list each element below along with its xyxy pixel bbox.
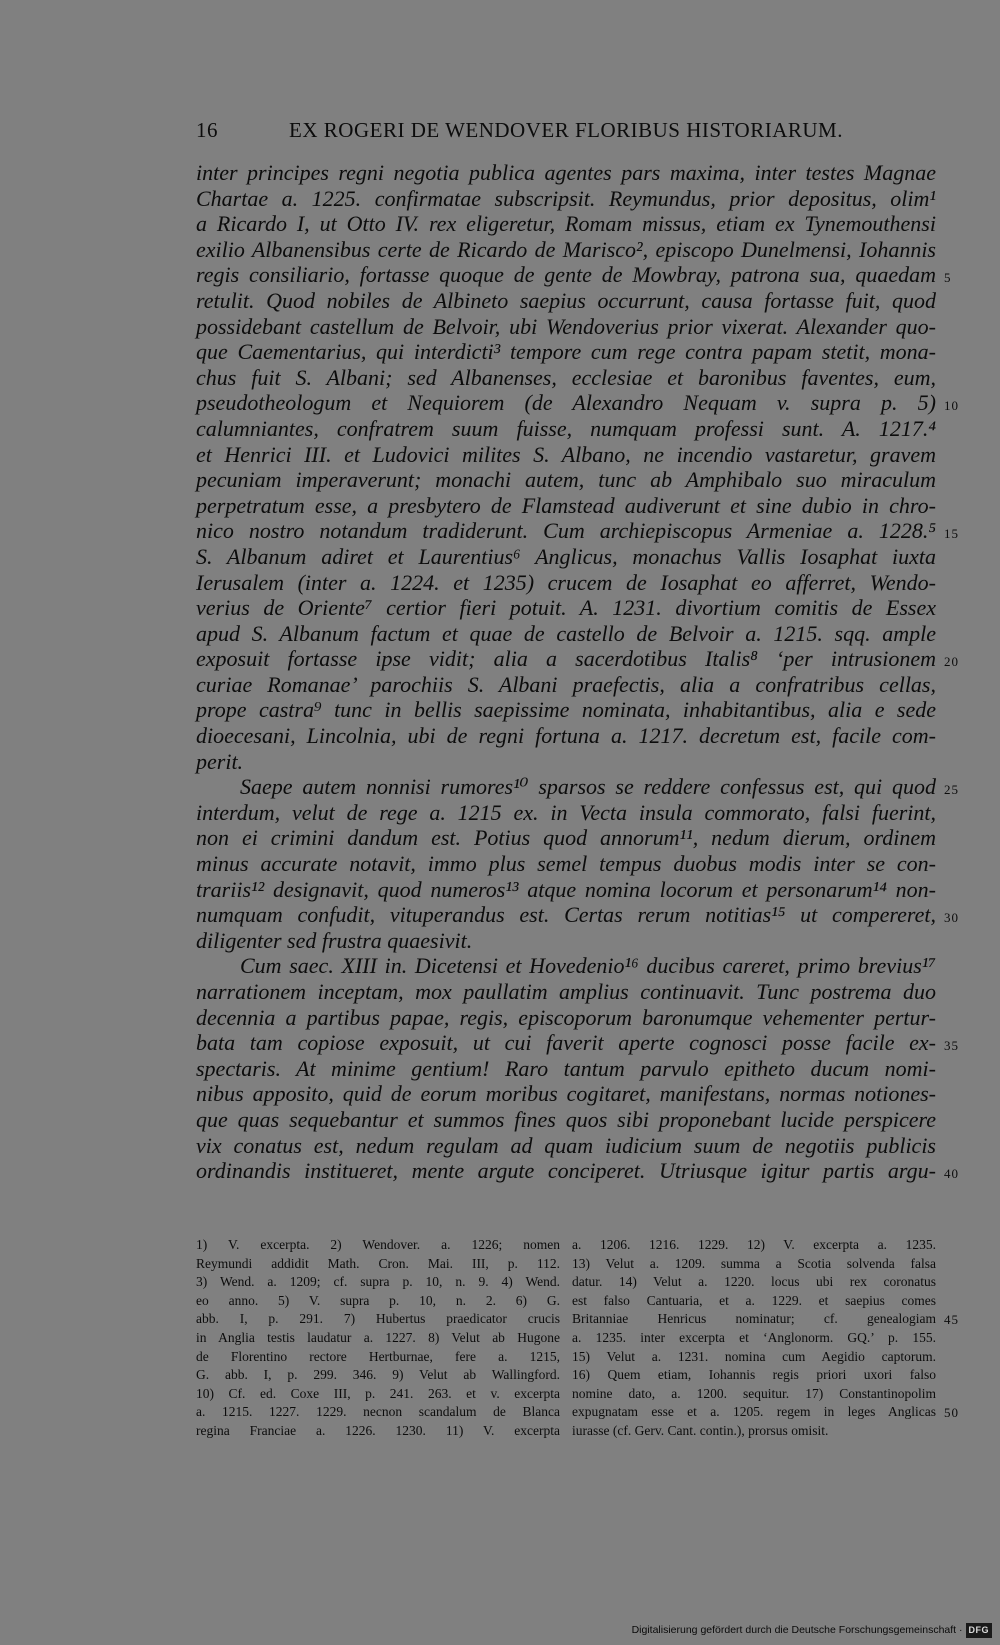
line-number: 40	[944, 1166, 959, 1182]
text-line: S. Albanum adiret et Laurentius⁶ Anglicus, monachus Vallis Iosaphat iuxta	[196, 543, 936, 569]
digitization-credit	[632, 1621, 992, 1639]
footnote-line: regina Franciae a. 1226. 1230. 11) V. excerpta	[196, 1422, 560, 1438]
footnote-line: abb. I, p. 291. 7) Hubertus praedicator crucis	[196, 1311, 560, 1327]
line-number: 5	[944, 270, 952, 286]
text-line: possidebant castellum de Belvoir, ubi Wendoverius prior vixerat. Alexander quo-	[196, 313, 936, 339]
footnotes-right-column	[572, 1236, 936, 1441]
footnote-line: 3) Wend. a. 1209; cf. supra p. 10, n. 9. 4) Wend.	[196, 1274, 560, 1290]
text-line: retulit. Quod nobiles de Albineto saepius occurrunt, causa fortasse fuit, quod	[196, 287, 936, 313]
line-number: 30	[944, 910, 959, 926]
text-line: curiae Romanae’ parochiis S. Albani praefectis, alia a confratribus cellas,	[196, 671, 936, 697]
footnote-line: a. 1215. 1227. 1229. necnon scandalum de Blanca	[196, 1404, 560, 1420]
text-line: minus accurate notavit, immo plus semel tempus duobus modis inter se con-	[196, 851, 936, 877]
text-line: diligenter sed frustra quaesivit.	[196, 927, 473, 953]
text-line: decennia a partibus papae, regis, episcoporum baronumque vehementer pertur-	[196, 1004, 936, 1030]
footnote-line: G. abb. I, p. 299. 346. 9) Velut ab Wallingford.	[196, 1367, 560, 1383]
text-line: dioecesani, Lincolnia, ubi de regni fortuna a. 1217. decretum est, facile com-	[196, 723, 936, 749]
text-line: et Henrici III. et Ludovici milites S. Albano, ne incendio vastaretur, gravem	[196, 441, 936, 467]
text-line: chus fuit S. Albani; sed Albanenses, ecclesiae et baronibus faventes, eum,	[196, 364, 936, 390]
page-header	[196, 118, 936, 148]
footnote-line: 13) Velut a. 1209. summa a Scotia solvenda falsa	[572, 1255, 936, 1271]
line-number: 20	[944, 654, 959, 670]
footnote-line: a. 1206. 1216. 1229. 12) V. excerpta a. 1235.	[572, 1237, 936, 1252]
line-number: 35	[944, 1038, 959, 1054]
footnote-line: de Florentino rectore Hertburnae, fere a. 1215,	[196, 1348, 560, 1364]
text-line: interdum, velut de rege a. 1215 ex. in Vecta insula commorato, falsi fuerint,	[196, 799, 936, 825]
footnote-line: eo anno. 5) V. supra p. 10, n. 2. 6) G.	[196, 1292, 560, 1308]
line-number: 10	[944, 398, 959, 414]
text-line: exilio Albanensibus certe de Ricardo de Marisco², episcopo Dunelmensi, Iohannis	[196, 236, 936, 262]
footnote-line: 1) V. excerpta. 2) Wendover. a. 1226; nomen	[196, 1237, 560, 1252]
text-line: trariis¹² designavit, quod numeros¹³ atque nomina locorum et personarum¹⁴ non-	[196, 876, 936, 902]
text-line: inter principes regni negotia publica agentes pars maxima, inter testes Magnae	[196, 160, 936, 185]
footnote-line: datur. 14) Velut a. 1220. locus ubi rex coronatus	[572, 1274, 936, 1290]
text-line: numquam confudit, vituperandus est. Certas rerum notitias¹⁵ ut compereret,	[196, 902, 936, 928]
credit-text: Digitalisierung gefördert durch die Deutsche Forschungsgemeinschaft ·	[631, 1624, 963, 1636]
text-line: calumniantes, confratrem suum fuisse, numquam professi sunt. A. 1217.⁴	[196, 415, 936, 441]
text-line: ordinandis institueret, mente argute conciperet. Utriusque igitur partis argu-	[196, 1158, 936, 1184]
running-title: EX ROGERI DE WENDOVER FLORIBUS HISTORIARUM.	[289, 118, 843, 142]
text-line: narrationem inceptam, mox paullatim amplius continuavit. Tunc postrema duo	[196, 979, 936, 1004]
text-line: pseudotheologum et Nequiorem (de Alexandro Nequam v. supra p. 5)	[196, 390, 936, 416]
footnote-line: nomine dato, a. 1200. sequitur. 17) Constantinopolim	[572, 1385, 936, 1401]
text-line: non ei crimini dandum est. Potius quod annorum¹¹, nedum dierum, ordinem	[196, 825, 936, 851]
dfg-logo: DFG	[966, 1623, 993, 1638]
text-line: spectaris. At minime gentium! Raro tantum parvulo epitheto ducum nomi-	[196, 1055, 936, 1081]
footnote-line: 15) Velut a. 1231. nomina cum Aegidio captorum.	[572, 1348, 936, 1364]
line-number: 15	[944, 526, 959, 542]
footnote-line: est falso Cantuaria, et a. 1229. et saepius comes	[572, 1292, 936, 1308]
text-line: prope castra⁹ tunc in bellis saepissime nominata, inhabitantibus, alia e sede	[196, 697, 936, 723]
text-line: Saepe autem nonnisi rumores¹⁰ sparsos se reddere confessus est, qui quod	[240, 774, 936, 800]
text-line: bata tam copiose exposuit, ut cui faverit aperte cognosci posse facile ex-	[196, 1030, 936, 1056]
text-line: verius de Oriente⁷ certior fieri potuit. A. 1231. divortium comitis de Essex	[196, 595, 936, 621]
main-text	[196, 160, 936, 1184]
text-line: nibus apposito, quid de eorum moribus cogitaret, manifestans, normas notiones-	[196, 1081, 936, 1107]
footnote-line-number: 50	[944, 1405, 959, 1421]
footnote-line: 16) Quem etiam, Iohannis regis priori uxori falso	[572, 1367, 936, 1383]
text-line: vix conatus est, nedum regulam ad quam iudicium suum de negotiis publicis	[196, 1132, 936, 1158]
text-line: a Ricardo I, ut Otto IV. rex eligeretur, Romam missus, etiam ex Tynemouthensi	[196, 211, 936, 237]
footnote-line: Britanniae Henricus nominatur; cf. genealogiam	[572, 1311, 936, 1327]
line-number: 25	[944, 782, 959, 798]
footnotes-left-column	[196, 1236, 560, 1441]
text-line: pecuniam imperaverunt; monachi autem, tunc ab Amphibalo suo miraculum	[196, 467, 936, 493]
footnote-line: expugnatam esse et a. 1205. regem in leges Anglicas	[572, 1404, 936, 1420]
text-line: que Caementarius, qui interdicti³ tempore cum rege contra papam stetit, mona-	[196, 339, 936, 365]
footnote-line: iurasse (cf. Gerv. Cant. contin.), prorsus omisit.	[572, 1422, 829, 1438]
text-line: Chartae a. 1225. confirmatae subscripsit. Reymundus, prior depositus, olim¹	[196, 185, 936, 211]
footnote-line: a. 1235. inter excerpta et ‘Anglonorm. GQ.’ p. 155.	[572, 1329, 936, 1345]
text-line: exposuit fortasse ipse vidit; alia a sacerdotibus Italis⁸ ‘per intrusionem	[196, 646, 936, 672]
text-line: que quas sequebantur et summos fines quos sibi proponebant lucide perspicere	[196, 1106, 936, 1132]
page-number: 16	[196, 118, 218, 142]
text-line: Cum saec. XIII in. Dicetensi et Hovedenio¹⁶ ducibus careret, primo brevius¹⁷	[240, 953, 936, 979]
text-line: apud S. Albanum factum et quae de castello de Belvoir a. 1215. sqq. ample	[196, 620, 936, 646]
text-line: Ierusalem (inter a. 1224. et 1235) crucem de Iosaphat eo afferret, Wendo-	[196, 569, 936, 595]
text-line: perpetratum esse, a presbytero de Flamstead audiverunt et sine dubio in chro-	[196, 492, 936, 518]
footnote-line: in Anglia testis laudatur a. 1227. 8) Velut ab Hugone	[196, 1329, 560, 1345]
footnote-line: Reymundi addidit Math. Cron. Mai. III, p. 112.	[196, 1255, 560, 1271]
footnote-line-number: 45	[944, 1312, 959, 1328]
footnote-line: 10) Cf. ed. Coxe III, p. 241. 263. et v. excerpta	[196, 1385, 560, 1401]
text-line: nico nostro notandum tradiderunt. Cum archiepiscopus Armeniae a. 1228.⁵	[196, 518, 936, 544]
text-line: regis consiliario, fortasse quoque de gente de Mowbray, patrona sua, quaedam	[196, 262, 936, 288]
text-line: perit.	[196, 748, 244, 774]
